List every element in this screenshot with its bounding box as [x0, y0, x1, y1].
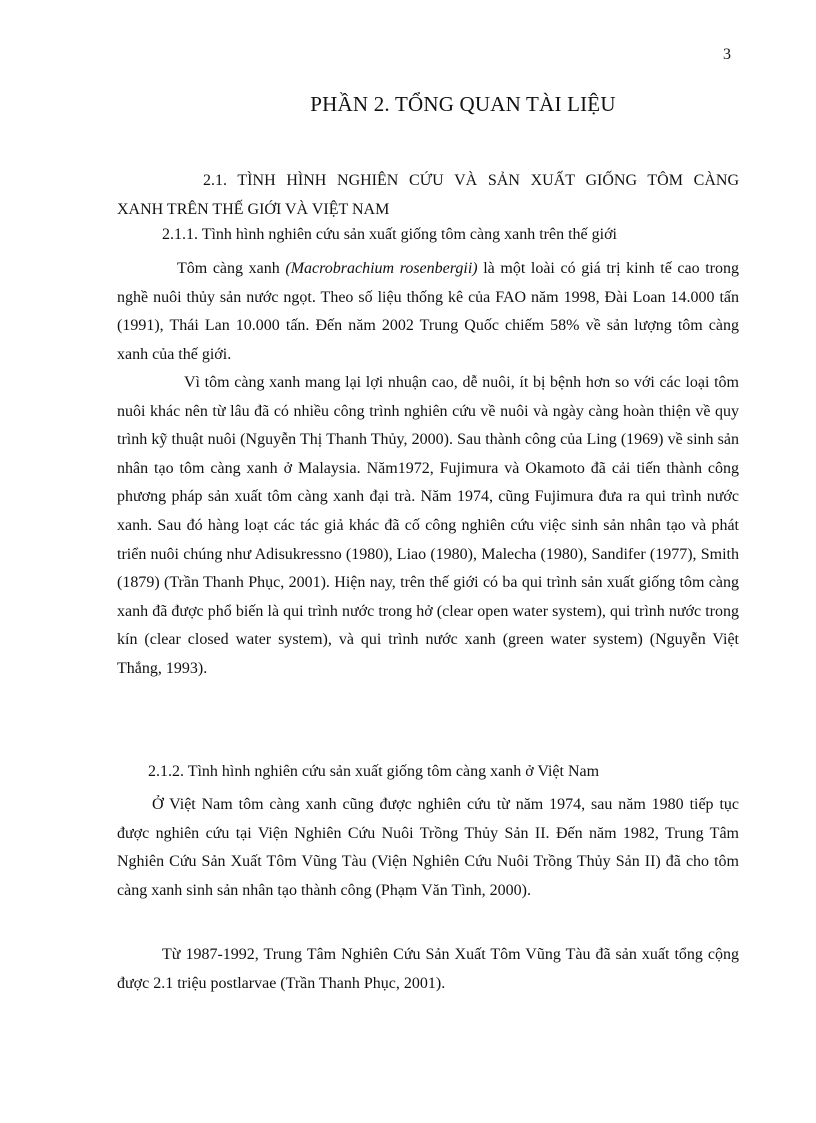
page-number: 3: [723, 46, 731, 63]
species-name: (Macrobrachium rosenbergii): [285, 260, 478, 277]
paragraph-rest: là một loài có giá trị kinh tế cao trong nghề nuôi thủy sản nước ngọt. Theo số liệu thống kê của FAO năm 1998, Đài Loan 14.000 tấn (1991), Thái Lan 10.000 tấn. Đến năm 2002 Trung Quốc chiếm 58% về sản lượng tôm càng xanh của thế giới.: [117, 260, 739, 363]
subsection-heading-vietnam: 2.1.2. Tình hình nghiên cứu sản xuất giống tôm càng xanh ở Việt Nam: [148, 763, 600, 780]
paragraph-start: Tôm càng xanh: [177, 260, 286, 277]
section-heading-line-2: XANH TRÊN THẾ GIỚI VÀ VIỆT NAM: [117, 200, 390, 218]
chapter-title: PHẦN 2. TỔNG QUAN TÀI LIỆU: [310, 92, 616, 116]
paragraph-text: Ở Việt Nam tôm càng xanh cũng được nghiên cứu từ năm 1974, sau năm 1980 tiếp tục được nghiên cứu tại Viện Nghiên Cứu Nuôi Trồng Thủy Sản II. Đến năm 1982, Trung Tâm Nghiên Cứu Sản Xuất Tôm Vũng Tàu (Viện Nghiên Cứu Nuôi Trồng Thủy Sản II) đã cho tôm càng xanh sinh sản nhân tạo thành công (Phạm Văn Tình, 2000).: [117, 796, 739, 899]
section-heading-line-1: 2.1. TÌNH HÌNH NGHIÊN CỨU VÀ SẢN XUẤT GIỐNG TÔM CÀNG: [203, 172, 739, 189]
paragraph-world-research: [117, 369, 739, 684]
paragraph-text: Từ 1987-1992, Trung Tâm Nghiên Cứu Sản Xuất Tôm Vũng Tàu đã sản xuất tổng cộng được 2.1 triệu postlarvae (Trần Thanh Phục, 2001).: [117, 946, 739, 992]
paragraph-text: [117, 255, 739, 369]
paragraph-intro: [117, 255, 739, 369]
paragraph-vietnam-research: [117, 791, 739, 905]
paragraph-vietnam-production: [117, 941, 739, 998]
paragraph-text: Vì tôm càng xanh mang lại lợi nhuận cao, dễ nuôi, ít bị bệnh hơn so với các loại tôm nuôi khác nên từ lâu đã có nhiều công trình nghiên cứu về nuôi và ngày càng hoàn thiện về quy trình kỹ thuật nuôi (Nguyễn Thị Thanh Thủy, 2000). Sau thành công của Ling (1969) về sinh sản nhân tạo tôm càng xanh ở Malaysia. Năm1972, Fujimura và Okamoto đã cải tiến thành công phương pháp sản xuất tôm càng xanh đại trà. Năm 1974, cũng Fujimura đưa ra qui trình nước xanh. Sau đó hàng loạt các tác giả khác đã cố công nghiên cứu việc sinh sản nhân tạo và phát triển nuôi chúng như Adisukressno (1980), Liao (1980), Malecha (1980), Sandifer (1977), Smith (1879) (Trần Thanh Phục, 2001). Hiện nay, trên thế giới có ba qui trình sản xuất giống tôm càng xanh đã được phổ biến là qui trình nước trong hở (clear open water system), qui trình nước trong kín (clear closed water system), và qui trình nước xanh (green water system) (Nguyễn Việt Thắng, 1993).: [117, 374, 739, 677]
subsection-heading-world: 2.1.1. Tình hình nghiên cứu sản xuất giống tôm càng xanh trên thế giới: [162, 226, 617, 243]
section-heading: [117, 167, 739, 224]
